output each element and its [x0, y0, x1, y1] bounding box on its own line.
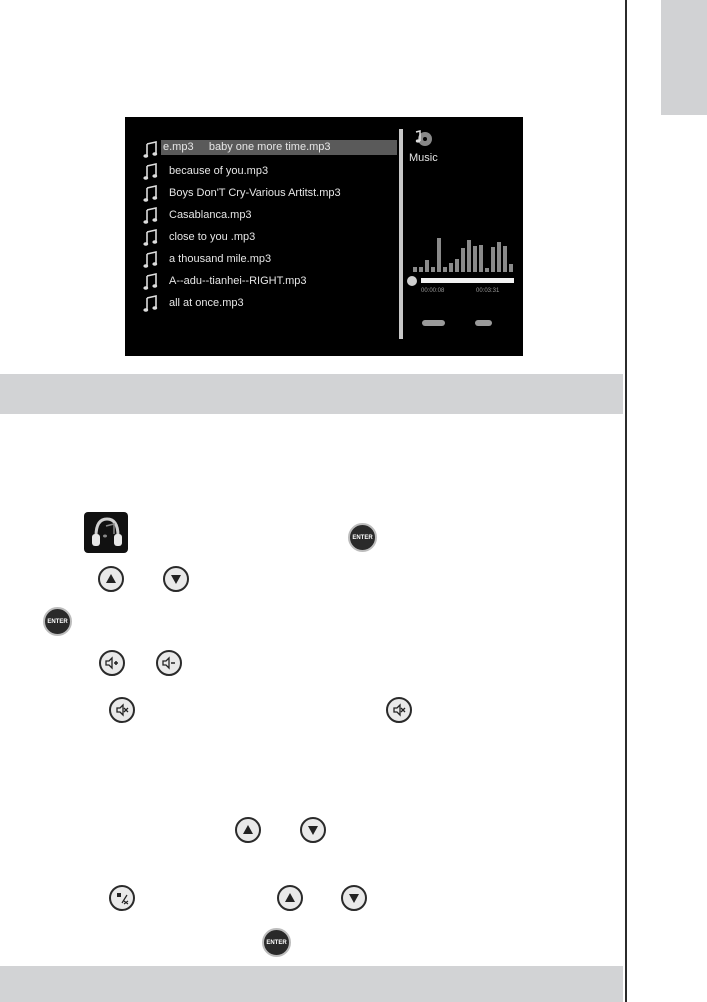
- up-button[interactable]: [98, 566, 124, 592]
- music-browser-screen: [125, 117, 523, 356]
- file-name: because of you.mp3: [169, 165, 269, 177]
- music-note-icon: [143, 163, 158, 181]
- equalizer-bar: [425, 260, 429, 272]
- equalizer: [413, 229, 519, 272]
- down-arrow-icon: [306, 823, 320, 837]
- equalizer-bar: [509, 264, 513, 272]
- music-note-icon: [143, 295, 158, 313]
- list-item[interactable]: [125, 250, 397, 270]
- list-item[interactable]: [125, 162, 397, 182]
- enter-button[interactable]: ENTER: [262, 928, 291, 957]
- equalizer-bar: [503, 246, 507, 272]
- mode-label: Music: [409, 152, 438, 164]
- file-name: e.mp3 baby one more time.mp3: [163, 141, 331, 153]
- enter-button[interactable]: ENTER: [43, 607, 72, 636]
- file-name: close to you .mp3: [169, 231, 256, 243]
- down-button[interactable]: [341, 885, 367, 911]
- file-name: a thousand mile.mp3: [169, 253, 272, 265]
- up-button[interactable]: [235, 817, 261, 843]
- equalizer-bar: [485, 268, 489, 272]
- file-name: all at once.mp3: [169, 297, 244, 309]
- up-arrow-icon: [241, 823, 255, 837]
- down-arrow-icon: [169, 572, 183, 586]
- equalizer-bar: [473, 246, 477, 272]
- equalizer-bar: [419, 267, 423, 272]
- file-name: Casablanca.mp3: [169, 209, 252, 221]
- list-item[interactable]: [125, 272, 397, 292]
- music-note-icon: [143, 141, 158, 159]
- mute-icon: [392, 703, 406, 717]
- progress-bar[interactable]: [421, 278, 514, 283]
- equalizer-bar: [455, 259, 459, 272]
- list-item[interactable]: [125, 206, 397, 226]
- file-name: A--adu--tianhei--RIGHT.mp3: [169, 275, 307, 287]
- total-time: 00:03:31: [476, 288, 500, 294]
- file-name: Boys Don'T Cry-Various Artitst.mp3: [169, 187, 341, 199]
- mute-icon: [115, 703, 129, 717]
- up-button[interactable]: [277, 885, 303, 911]
- mute-button[interactable]: [109, 697, 135, 723]
- enter-button[interactable]: ENTER: [348, 523, 377, 552]
- equalizer-bar: [443, 267, 447, 272]
- music-note-icon: [143, 273, 158, 291]
- elapsed-time: 00:00:08: [421, 288, 445, 294]
- music-note-icon: [143, 251, 158, 269]
- list-item[interactable]: [125, 294, 397, 314]
- equalizer-bar: [479, 245, 483, 272]
- music-note-icon: [143, 229, 158, 247]
- up-arrow-icon: [283, 891, 297, 905]
- equalizer-bar: [413, 267, 417, 272]
- music-note-icon: [143, 207, 158, 225]
- page-edge-line: [625, 0, 627, 1002]
- volume-down-button[interactable]: [156, 650, 182, 676]
- chapter-tab: [661, 0, 707, 115]
- music-note-icon: [143, 185, 158, 203]
- delete-button[interactable]: [109, 885, 135, 911]
- volume-up-button[interactable]: [99, 650, 125, 676]
- section-header-bar: [0, 966, 623, 1002]
- list-item[interactable]: [125, 140, 397, 160]
- headphones-music-icon: [84, 512, 128, 553]
- softkey-right: [475, 320, 492, 326]
- equalizer-bar: [437, 238, 441, 272]
- down-arrow-icon: [347, 891, 361, 905]
- mute-button[interactable]: [386, 697, 412, 723]
- down-button[interactable]: [300, 817, 326, 843]
- section-header-bar: [0, 374, 623, 414]
- softkey-left: [422, 320, 445, 326]
- down-button[interactable]: [163, 566, 189, 592]
- file-list: [125, 117, 397, 356]
- equalizer-bar: [467, 240, 471, 272]
- progress-knob[interactable]: [407, 276, 417, 286]
- scrollbar[interactable]: [399, 129, 403, 339]
- delete-icon: [115, 891, 129, 905]
- music-disc-icon: [413, 129, 435, 149]
- volume-down-icon: [162, 656, 176, 670]
- equalizer-bar: [431, 267, 435, 272]
- equalizer-bar: [491, 247, 495, 272]
- volume-up-icon: [105, 656, 119, 670]
- list-item[interactable]: [125, 184, 397, 204]
- equalizer-bar: [449, 263, 453, 272]
- equalizer-bar: [497, 242, 501, 272]
- equalizer-bar: [461, 248, 465, 272]
- list-item[interactable]: [125, 228, 397, 248]
- up-arrow-icon: [104, 572, 118, 586]
